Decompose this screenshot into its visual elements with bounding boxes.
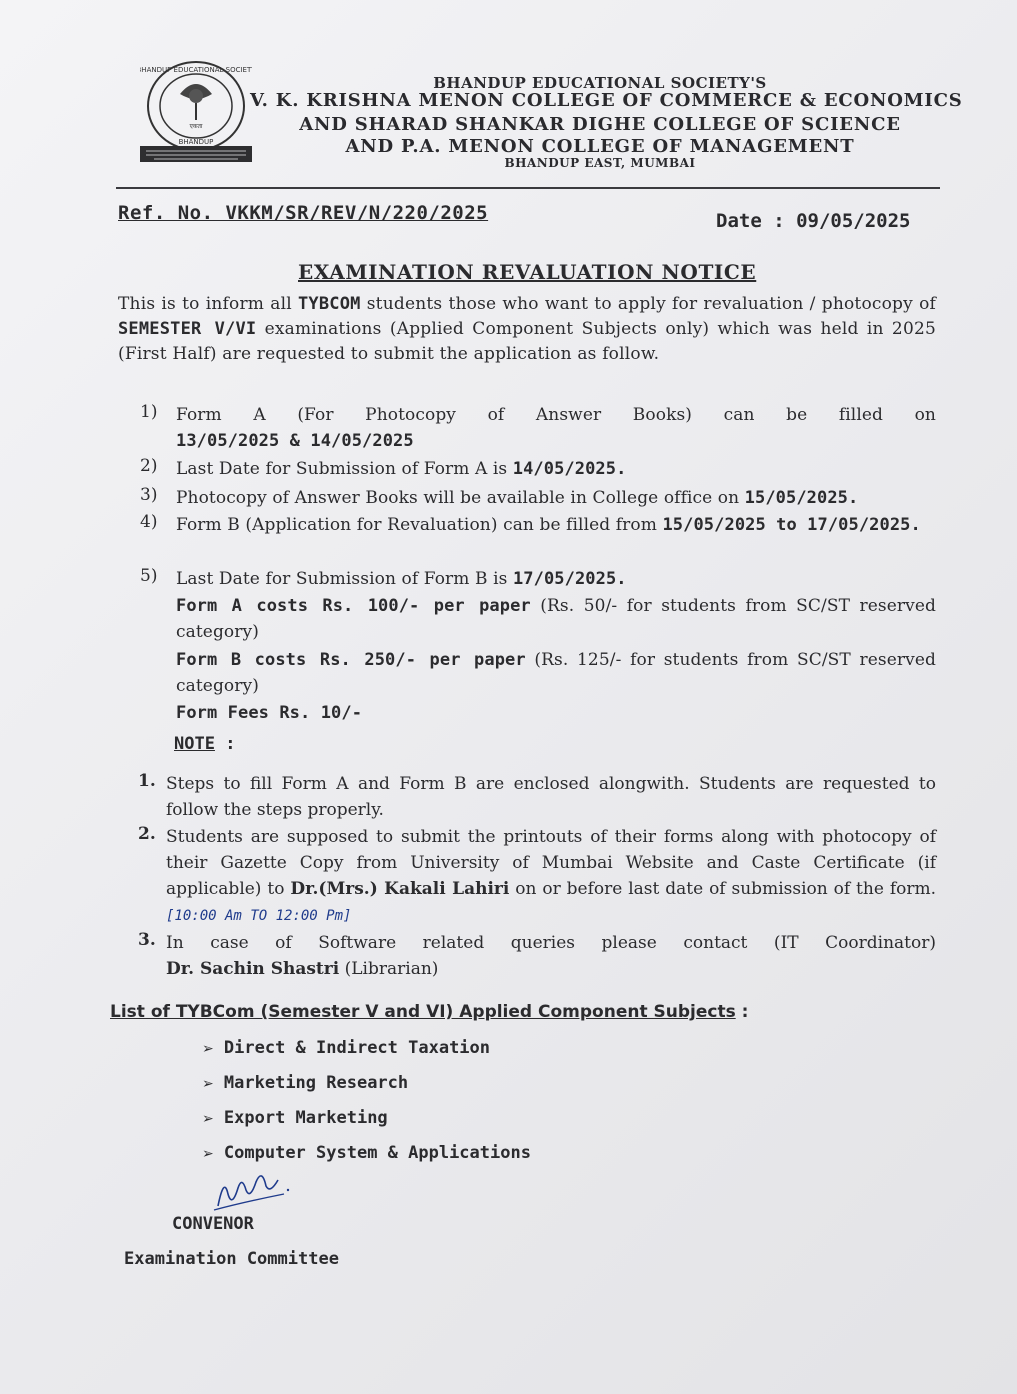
intro-text-3: examinations (Applied Component Subjects only) which was held in 2025 (First Half) are requested to submit the application as follow. [118, 319, 936, 364]
subject-name: Marketing Research [223, 1073, 409, 1093]
intro-bold-semester: SEMESTER V/VI [118, 319, 257, 339]
note-heading [174, 734, 235, 754]
step-bold-dates: 15/05/2025. [744, 488, 859, 508]
signatory-committee: Examination Committee [124, 1249, 339, 1269]
college-name-line3: AND P.A. MENON COLLEGE OF MANAGEMENT [345, 136, 855, 157]
subject-item [202, 1143, 531, 1163]
step-item [176, 485, 936, 511]
note-number: 1. [138, 771, 156, 791]
intro-text-1: This is to inform all [118, 294, 298, 314]
intro-paragraph [118, 292, 936, 367]
form-fees: Form Fees Rs. 10/- [176, 703, 363, 723]
step-text: Last Date for Submission of Form B is [176, 569, 513, 589]
svg-text:एकता: एकता [189, 123, 203, 130]
step-item [176, 566, 936, 592]
notice-date: Date : 09/05/2025 [716, 210, 911, 232]
form-b-cost-bold: Form B costs Rs. 250/- per paper [176, 650, 526, 670]
note-text: on or before last date of submission of the form. [509, 879, 936, 899]
note-text: Students are supposed to submit the printouts of their forms along with photocopy of their Gazette Copy from University of Mumbai Website and Caste Certificate (if applicable) to [166, 827, 936, 899]
handwritten-signature [210, 1166, 300, 1218]
contact-person-name: Dr.(Mrs.) Kakali Lahiri [290, 879, 510, 899]
arrow-bullet-icon: ➢ [202, 1146, 214, 1162]
note-text: In case of Software related queries please contact (IT Coordinator) [166, 933, 936, 953]
reference-number: Ref. No. VKKM/SR/REV/N/220/2025 [118, 202, 489, 224]
form-b-cost-note: (Rs. 125/- for students from SC/ST reserved category) [176, 650, 936, 696]
step-item [176, 456, 936, 482]
note-number: 2. [138, 824, 156, 844]
college-logo [140, 58, 252, 166]
logo-bottom-text: BHANDUP [178, 138, 214, 146]
college-name-line1: V. K. KRISHNA MENON COLLEGE OF COMMERCE & ECONOMICS [250, 90, 963, 111]
step-bold-dates: 14/05/2025. [512, 459, 627, 479]
subject-item [202, 1108, 388, 1128]
step-number: 4) [140, 512, 158, 532]
note-heading-text: NOTE [174, 734, 215, 754]
step-text: Form A (For Photocopy of Answer Books) can be filled on [176, 405, 936, 425]
step-bold-dates: 13/05/2025 & 14/05/2025 [176, 431, 414, 451]
notice-title: EXAMINATION REVALUATION NOTICE [298, 260, 757, 284]
society-name: BHANDUP EDUCATIONAL SOCIETY'S [433, 74, 767, 92]
note-text: (Librarian) [339, 959, 439, 979]
subject-item [202, 1038, 490, 1058]
step-number: 5) [140, 566, 158, 586]
subject-item [202, 1073, 408, 1093]
handwritten-time-note: [10:00 Am TO 12:00 Pm] [166, 908, 352, 924]
note-item [166, 824, 936, 929]
college-name-line2: AND SHARAD SHANKAR DIGHE COLLEGE OF SCIENCE [299, 114, 901, 135]
note-item [166, 930, 936, 982]
form-a-cost-note: (Rs. 50/- for students from SC/ST reserved category) [176, 596, 936, 642]
step-item [176, 402, 936, 454]
step-bold-dates: 17/05/2025. [512, 569, 627, 589]
header-divider [116, 187, 940, 189]
step-text: Photocopy of Answer Books will be available in College office on [176, 488, 745, 508]
subjects-heading-text: List of TYBCom (Semester V and VI) Applied Component Subjects [110, 1002, 736, 1022]
logo-ring-text: BHANDUP EDUCATIONAL SOCIETY [140, 66, 252, 74]
note-item: Steps to fill Form A and Form B are enclosed alongwith. Students are requested to follow the steps properly. [166, 774, 936, 820]
step-text: Last Date for Submission of Form A is [176, 459, 513, 479]
step-number: 1) [140, 402, 158, 422]
form-b-cost [176, 647, 936, 699]
step-bold-dates: 15/05/2025 to 17/05/2025. [662, 515, 921, 535]
subject-name: Export Marketing [223, 1108, 388, 1128]
subject-name: Direct & Indirect Taxation [223, 1038, 491, 1058]
college-location: BHANDUP EAST, MUMBAI [504, 156, 696, 170]
arrow-bullet-icon: ➢ [202, 1111, 214, 1127]
step-item [176, 512, 936, 538]
subject-name: Computer System & Applications [223, 1143, 531, 1163]
it-contact-name: Dr. Sachin Shastri [166, 959, 340, 979]
note-heading-colon: : [214, 734, 236, 754]
arrow-bullet-icon: ➢ [202, 1041, 214, 1057]
form-a-cost-bold: Form A costs Rs. 100/- per paper [176, 596, 531, 616]
signatory-role: CONVENOR [172, 1214, 254, 1234]
step-number: 3) [140, 485, 158, 505]
subjects-heading-colon: : [735, 1002, 749, 1022]
subjects-heading [110, 1002, 748, 1022]
intro-text-2: students those who want to apply for revaluation / photocopy of [360, 294, 936, 314]
intro-bold-class: TYBCOM [298, 294, 361, 314]
step-text: Form B (Application for Revaluation) can be filled from [176, 515, 663, 535]
note-number: 3. [138, 930, 156, 950]
form-a-cost [176, 593, 936, 645]
step-number: 2) [140, 456, 158, 476]
arrow-bullet-icon: ➢ [202, 1076, 214, 1092]
